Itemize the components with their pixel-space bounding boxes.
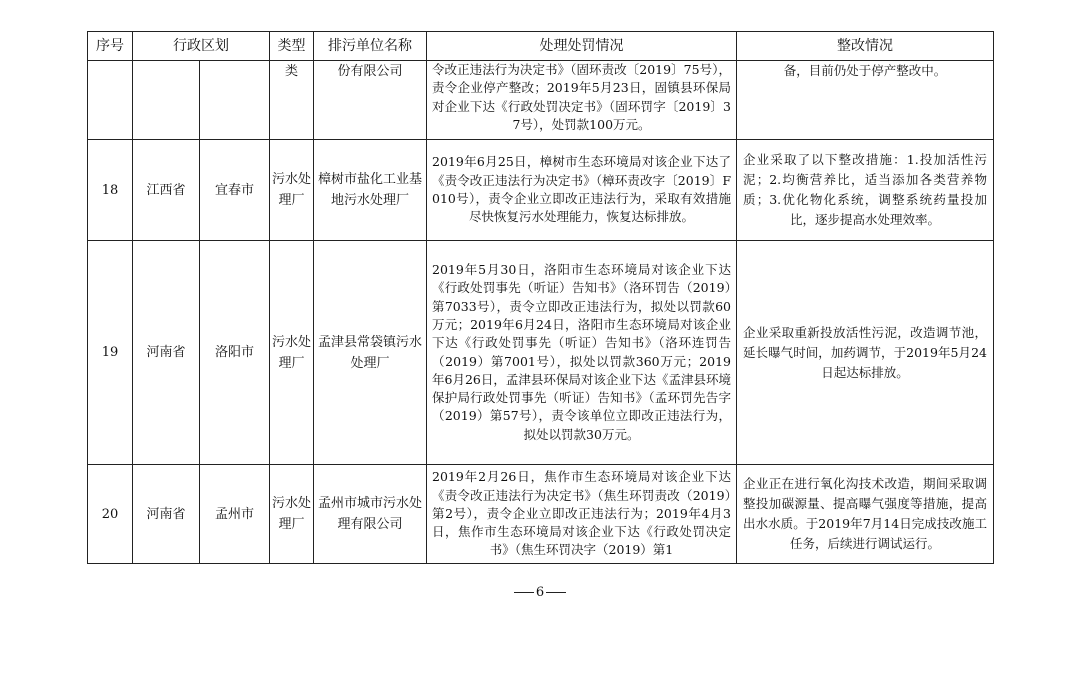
header-penalty: 处理处罚情况 [427,32,737,61]
data-table [87,31,994,564]
cell-type: 污水处理厂 [270,140,314,241]
header-row [88,32,994,61]
cell-unit: 孟州市城市污水处理有限公司 [314,465,427,564]
header-no: 序号 [88,32,133,61]
table-row [88,465,994,564]
table-row [88,140,994,241]
page-number [0,585,1080,600]
cell-rectify: 企业正在进行氧化沟技术改造，期间采取调整投加碳源量、提高曝气强度等措施，提高出水水质。于2019年7月14日完成技改施工任务，后续进行调试运行。 [737,465,994,564]
cell-province: 河南省 [133,465,200,564]
page-number-value: 6 [535,585,545,600]
header-region: 行政区划 [133,32,270,61]
header-rectify: 整改情况 [737,32,994,61]
cell-type: 污水处理厂 [270,465,314,564]
cell-no: 20 [88,465,133,564]
cell-penalty: 2019年6月25日，樟树市生态环境局对该企业下达了《责令改正违法行为决定书》（樟环责改字〔2019〕F010号），责令企业立即改正违法行为，采取有效措施尽快恢复污水处理能力，恢复达标排放。 [427,140,737,241]
cell-type: 污水处理厂 [270,241,314,465]
cell-province [133,61,200,140]
header-unit: 排污单位名称 [314,32,427,61]
cell-city: 洛阳市 [200,241,270,465]
cell-type: 类 [270,61,314,140]
cell-penalty: 令改正违法行为决定书》（固环责改〔2019〕75号），责令企业停产整改；2019年5月23日，固镇县环保局对企业下达《行政处罚决定书》（固环罚字〔2019〕37号），处罚款100万元。 [427,61,737,140]
cell-unit: 樟树市盐化工业基地污水处理厂 [314,140,427,241]
cell-province: 河南省 [133,241,200,465]
cell-province: 江西省 [133,140,200,241]
cell-city: 宜春市 [200,140,270,241]
page-dash-right [546,592,566,593]
cell-rectify: 企业采取了以下整改措施：1.投加活性污泥；2.均衡营养比，适当添加各类营养物质；3.优化物化系统，调整系统药量投加比，逐步提高水处理效率。 [737,140,994,241]
cell-penalty: 2019年5月30日，洛阳市生态环境局对该企业下达《行政处罚事先（听证）告知书》（洛环罚告（2019）第7033号），责令立即改正违法行为，拟处以罚款60万元；2019年6月24日，洛阳市生态环境局对该企业下达《行政处罚事先（听证）告知书》（洛环连罚告（2019）第7001号），拟处以罚款360万元；2019年6月26日，孟津县环保局对该企业下达《孟津县环境保护局行政处罚事先（听证）告知书》（孟环罚先告字（2019）第57号），责令该单位立即改正违法行为，拟处以罚款30万元。 [427,241,737,465]
page-dash-left [514,592,534,593]
cell-city: 孟州市 [200,465,270,564]
table-row [88,241,994,465]
cell-no [88,61,133,140]
cell-no: 18 [88,140,133,241]
cell-no: 19 [88,241,133,465]
cell-penalty: 2019年2月26日，焦作市生态环境局对该企业下达《责令改正违法行为决定书》（焦生环罚责改（2019）第2号），责令企业立即改正违法行为；2019年4月3日，焦作市生态环境局对该企业下达《行政处罚决定书》（焦生环罚决字（2019）第1 [427,465,737,564]
cell-unit: 份有限公司 [314,61,427,140]
cell-city [200,61,270,140]
cell-rectify: 备，目前仍处于停产整改中。 [737,61,994,140]
header-type: 类型 [270,32,314,61]
cell-unit: 孟津县常袋镇污水处理厂 [314,241,427,465]
table-row-continued [88,61,994,140]
cell-rectify: 企业采取重新投放活性污泥，改造调节池，延长曝气时间，加药调节，于2019年5月24日起达标排放。 [737,241,994,465]
